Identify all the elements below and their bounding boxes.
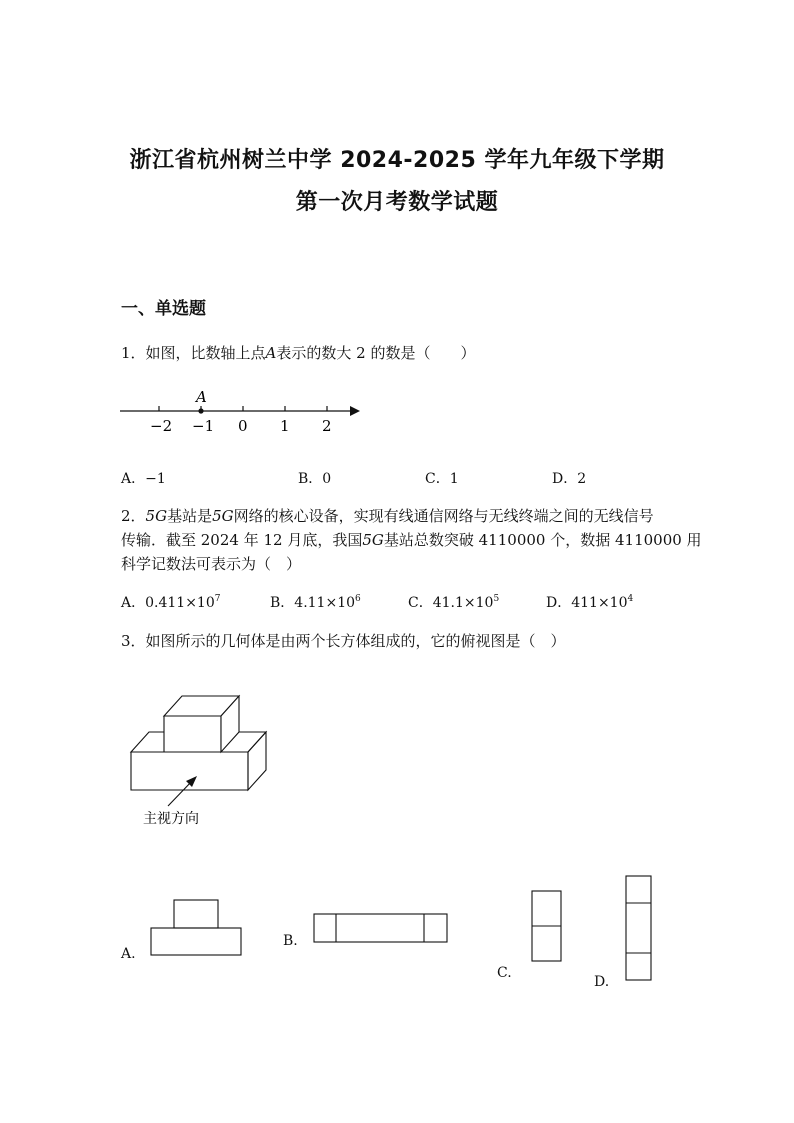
q2-option-label: D．: [546, 595, 572, 611]
q3-option-a-label[interactable]: A.: [121, 946, 136, 962]
q2-option-label: A．: [121, 595, 146, 611]
option-d-view: [626, 876, 651, 980]
question-2-line-3: 科学记数法可表示为（ ）: [121, 555, 302, 573]
q2-text: 传输．截至 2024 年 12 月底，我国: [121, 531, 363, 549]
point-a-label: A: [196, 388, 207, 406]
title-line-1: 浙江省杭州树兰中学 2024-2025 学年九年级下学期: [129, 148, 665, 173]
tick-label: −1: [192, 417, 215, 435]
q2-5g-term: 5G: [362, 531, 384, 549]
option-a-view: [151, 900, 241, 955]
q1-option-b[interactable]: B．0: [298, 471, 332, 487]
q2-option-label: B．: [270, 595, 295, 611]
q2-option-exponent: 5: [493, 594, 500, 604]
number-line-arrow: [350, 406, 360, 416]
q1-option-a[interactable]: A．−1: [121, 471, 166, 487]
tick-label: 1: [280, 417, 290, 435]
q2-option-exponent: 4: [627, 594, 634, 604]
q2-option-value: 0.411×10: [145, 595, 215, 611]
tick-label: 0: [238, 417, 248, 435]
q2-option-c[interactable]: [408, 592, 499, 612]
point-a-dot: [198, 408, 203, 413]
q2-option-exponent: 6: [355, 594, 361, 604]
q2-option-exponent: 7: [214, 594, 221, 604]
q2-number: 2．: [121, 507, 146, 525]
q2-option-b[interactable]: [270, 592, 361, 612]
option-c-view: [532, 891, 561, 961]
question-3-stem: 3．如图所示的几何体是由两个长方体组成的，它的俯视图是（ ）: [121, 632, 566, 650]
q2-5g-term: 5G: [145, 507, 168, 525]
q2-option-label: C．: [408, 595, 433, 611]
solid-figure: [131, 696, 266, 790]
q2-5g-term: 5G: [212, 507, 234, 525]
q2-text: 网络的核心设备，实现有线通信网络与无线终端之间的无线信号: [233, 507, 654, 525]
q3-option-b-label[interactable]: B.: [283, 933, 298, 949]
q2-option-value: 4.11×10: [294, 595, 356, 611]
direction-label: 主视方向: [143, 811, 199, 827]
q2-text: 基站是: [167, 507, 213, 525]
q1-option-d[interactable]: D．2: [552, 471, 587, 487]
tick-label: 2: [322, 417, 332, 435]
option-b-view: [314, 914, 447, 942]
q3-option-d-label[interactable]: D.: [594, 974, 610, 990]
q1-point-name: A: [265, 344, 277, 362]
q2-option-value: 411×10: [571, 595, 628, 611]
tick-label: −2: [150, 417, 173, 435]
q2-text: 基站总数突破 4110000 个，数据 4110000 用: [383, 531, 702, 549]
q2-option-a[interactable]: [121, 592, 220, 612]
q1-option-c[interactable]: C．1: [425, 471, 459, 487]
question-2-line-2: [121, 529, 702, 550]
section-heading: 一、单选题: [121, 299, 206, 319]
q2-option-value: 41.1×10: [432, 595, 494, 611]
q2-option-d[interactable]: [546, 592, 633, 612]
q3-option-c-label[interactable]: C.: [497, 965, 512, 981]
number-line-ticks: [159, 406, 327, 411]
q1-stem-post: 表示的数大 2 的数是（ ）: [276, 344, 476, 362]
q1-stem-pre: 1．如图，比数轴上点: [121, 344, 266, 362]
title-line-2: 第一次月考数学试题: [295, 190, 499, 215]
question-2-line-1: [121, 505, 654, 526]
